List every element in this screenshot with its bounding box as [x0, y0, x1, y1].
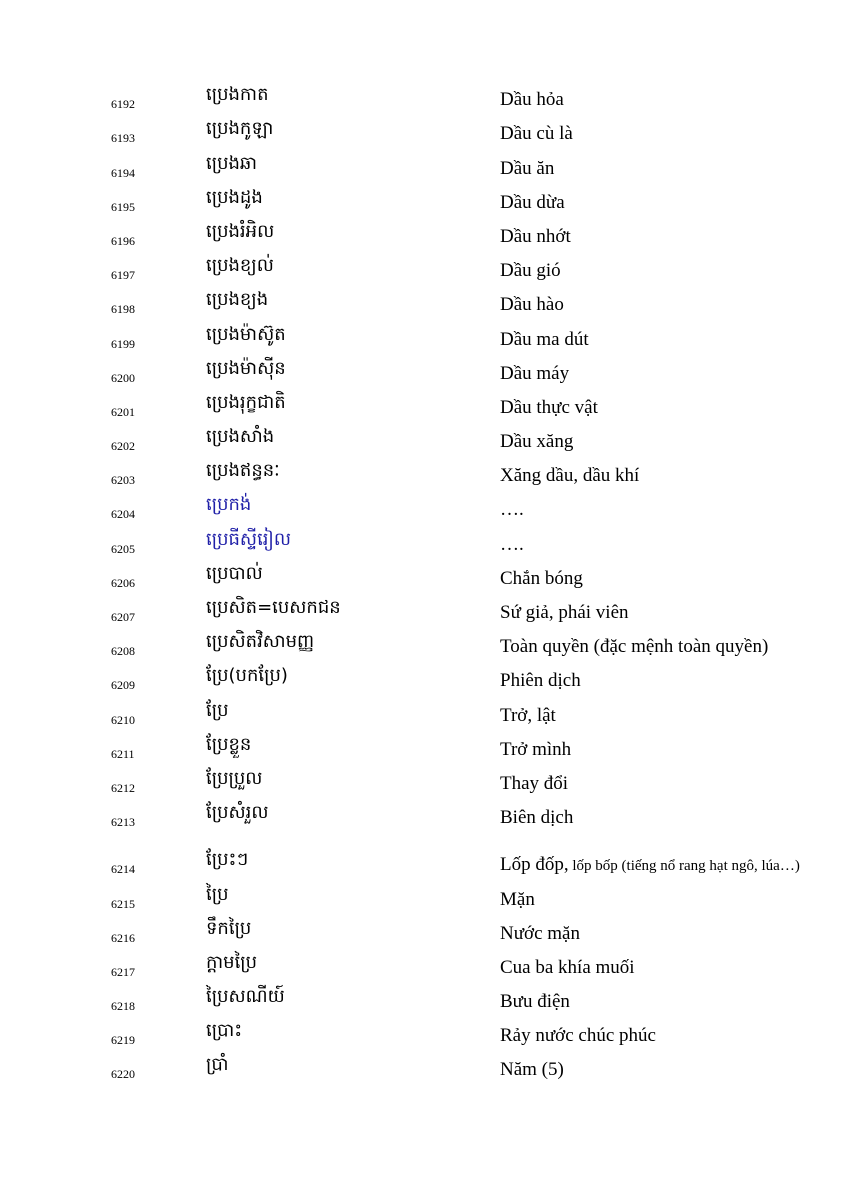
vietnamese-meaning: [500, 431, 573, 453]
vietnamese-meaning: [500, 89, 564, 111]
entry-number: 6202: [111, 439, 135, 454]
vietnamese-meaning: [500, 807, 573, 829]
entry-number: 6214: [111, 862, 135, 877]
vietnamese-meaning: [500, 123, 573, 145]
meaning-text: Dầu máy: [500, 362, 570, 384]
entry-row: [0, 802, 848, 836]
entry-row: [0, 918, 848, 952]
entry-number: 6210: [111, 712, 135, 727]
khmer-term: ប្រែ: [206, 699, 229, 721]
meaning-text: Dầu cù là: [500, 123, 573, 145]
khmer-term: ប្រែសំរួល: [206, 802, 269, 824]
meaning-text: Dầu ma dút: [500, 328, 589, 350]
khmer-term: ប្រេងកូឡា: [206, 118, 274, 140]
khmer-term: ប្រៃសណីយ៍: [206, 986, 285, 1008]
khmer-term: ប្រេសិតវិសាមញ្ញ: [206, 631, 315, 653]
meaning-text: Trở, lật: [500, 704, 556, 726]
entry-number: 6209: [111, 678, 135, 693]
meaning-text: Dầu hỏa: [500, 89, 564, 111]
khmer-term: ប្រេងខ្យល់: [206, 255, 274, 277]
vietnamese-meaning: [500, 192, 565, 214]
entry-row: [0, 426, 848, 460]
entry-row: [0, 597, 848, 631]
khmer-term: ប្រែះៗ: [206, 849, 249, 871]
vietnamese-meaning: [500, 568, 583, 590]
meaning-text: Dầu gió: [500, 260, 561, 282]
vietnamese-meaning: [500, 329, 589, 351]
entry-row: [0, 323, 848, 357]
entry-row: [0, 460, 848, 494]
entry-number: 6193: [111, 131, 135, 146]
khmer-term: ប្រេកង់: [206, 494, 252, 516]
entry-number: 6195: [111, 199, 135, 214]
meaning-text: ….: [500, 533, 524, 555]
meaning-text: Rảy nước chúc phúc: [500, 1025, 656, 1047]
khmer-term: ប្រេងរុក្ខជាតិ: [206, 391, 286, 413]
khmer-term: ប្រោះ: [206, 1020, 243, 1042]
vietnamese-meaning: [500, 226, 571, 248]
khmer-term: ប្រែប្រួល: [206, 767, 263, 789]
entry-number: 6192: [111, 97, 135, 112]
meaning-text: Xăng dầu, dầu khí: [500, 465, 640, 487]
entry-number: 6213: [111, 815, 135, 830]
entry-row: [0, 883, 848, 917]
vietnamese-meaning: [500, 397, 598, 419]
khmer-term: ប្រេធីស្ទីរៀល: [206, 528, 291, 550]
entry-number: 6218: [111, 999, 135, 1014]
khmer-term: ប្រេងរំអិល: [206, 220, 275, 242]
dictionary-entries: [0, 84, 848, 1088]
vietnamese-meaning: [500, 363, 569, 385]
vietnamese-meaning: [500, 923, 580, 945]
entry-row: [0, 734, 848, 768]
entry-row: [0, 358, 848, 392]
entry-number: 6212: [111, 780, 135, 795]
entry-row: [0, 952, 848, 986]
khmer-term: ប្រែ(បកប្រែ): [206, 665, 288, 687]
entry-number: 6217: [111, 964, 135, 979]
vietnamese-meaning: [500, 854, 800, 876]
entry-row: [0, 1020, 848, 1054]
entry-number: 6207: [111, 610, 135, 624]
entry-number: 6204: [111, 507, 135, 522]
vietnamese-meaning: [500, 602, 629, 624]
vietnamese-meaning: [500, 705, 556, 727]
khmer-term: ប្រេងដូង: [206, 186, 263, 208]
entry-row: [0, 255, 848, 289]
entry-row: [0, 768, 848, 802]
entry-number: 6220: [111, 1067, 135, 1082]
entry-number: 6203: [111, 473, 135, 488]
meaning-text: Dầu xăng: [500, 431, 574, 453]
entry-row: [0, 528, 848, 562]
entry-number: 6216: [111, 930, 135, 945]
meaning-text: Bưu điện: [500, 991, 570, 1013]
khmer-term: ប្រេងម៉ាស៊ីន: [206, 357, 286, 379]
meaning-text: Dầu nhớt: [500, 225, 571, 247]
vietnamese-meaning: [500, 1025, 656, 1047]
khmer-term: ប្រេងម៉ាស៊ូត: [206, 323, 286, 345]
vietnamese-meaning: [500, 957, 635, 979]
meaning-text: Nước mặn: [500, 922, 580, 944]
meaning-text: ….: [500, 499, 524, 521]
meaning-text: Trở mình: [500, 738, 572, 760]
entry-row: [0, 221, 848, 255]
meaning-note: lốp bốp (tiếng nổ rang hạt ngô, lúa…): [568, 858, 800, 875]
entry-number: 6219: [111, 1033, 135, 1048]
entry-number: 6200: [111, 370, 135, 385]
meaning-text: Biên dịch: [500, 807, 574, 829]
khmer-term: ប្រេងកាត: [206, 84, 269, 106]
meaning-text: Phiên dịch: [500, 670, 581, 692]
meaning-text: Toàn quyền (đặc mệnh toàn quyền): [500, 636, 769, 658]
entry-number: 6194: [111, 165, 135, 180]
vietnamese-meaning: [500, 739, 571, 761]
meaning-text: Năm (5): [500, 1059, 564, 1081]
entry-row: [0, 152, 848, 186]
entry-row: [0, 665, 848, 699]
vietnamese-meaning: [500, 499, 524, 521]
meaning-text: Lốp đốp,: [500, 854, 569, 876]
vietnamese-meaning: [500, 534, 524, 556]
meaning-text: Mặn: [500, 888, 535, 910]
vietnamese-meaning: [500, 465, 639, 487]
vietnamese-meaning: [500, 1059, 564, 1081]
khmer-term: ប្រេសិត=បេសកជន: [206, 597, 341, 618]
entry-row: [0, 84, 848, 118]
entry-row: [0, 289, 848, 323]
khmer-term: ប្រេងសាំង: [206, 426, 275, 448]
entry-number: 6215: [111, 896, 135, 911]
entry-number: 6201: [111, 404, 135, 419]
khmer-term: ប្រែខ្លួន: [206, 733, 252, 755]
entry-row: [0, 631, 848, 665]
meaning-text: Thay đổi: [500, 772, 569, 794]
meaning-text: Dầu thực vật: [500, 396, 598, 418]
khmer-term: ប្រេងឆា: [206, 152, 258, 174]
entry-number: 6199: [111, 336, 135, 351]
meaning-text: Cua ba khía muối: [500, 956, 635, 978]
khmer-term: ប្រាំ: [206, 1054, 229, 1076]
vietnamese-meaning: [500, 773, 568, 795]
entry-number: 6196: [111, 233, 135, 248]
vietnamese-meaning: [500, 889, 535, 911]
entry-row: [0, 494, 848, 528]
khmer-term: ក្ដាមប្រៃ: [206, 951, 258, 973]
entry-number: 6197: [111, 268, 135, 283]
vietnamese-meaning: [500, 636, 768, 658]
entry-number: 6205: [111, 541, 135, 556]
entry-number: 6211: [111, 746, 135, 761]
entry-row: [0, 986, 848, 1020]
vietnamese-meaning: [500, 158, 554, 180]
entry-row: [0, 392, 848, 426]
meaning-text: Dầu ăn: [500, 157, 555, 179]
khmer-term: ប្រេងឥន្ធនៈ: [206, 460, 280, 482]
entry-row: [0, 563, 848, 597]
entry-row: [0, 1054, 848, 1088]
meaning-text: Dầu dừa: [500, 191, 565, 213]
entry-row: [0, 118, 848, 152]
meaning-text: Dầu hào: [500, 294, 564, 316]
entry-number: 6206: [111, 575, 135, 590]
khmer-term: ប្រេងខ្យង: [206, 289, 269, 311]
vietnamese-meaning: [500, 991, 570, 1013]
khmer-term: ប្រេបាល់: [206, 562, 263, 584]
entry-row: [0, 187, 848, 221]
vietnamese-meaning: [500, 260, 561, 282]
meaning-text: Chắn bóng: [500, 567, 583, 589]
vietnamese-meaning: [500, 670, 581, 692]
meaning-text: Sứ giả, phái viên: [500, 602, 629, 623]
entry-number: 6208: [111, 644, 135, 659]
entry-row: [0, 699, 848, 733]
vietnamese-meaning: [500, 294, 564, 316]
khmer-term: ទឹកប្រៃ: [206, 917, 252, 939]
entry-row: [0, 849, 848, 883]
khmer-term: ប្រៃ: [206, 883, 229, 905]
entry-number: 6198: [111, 302, 135, 317]
